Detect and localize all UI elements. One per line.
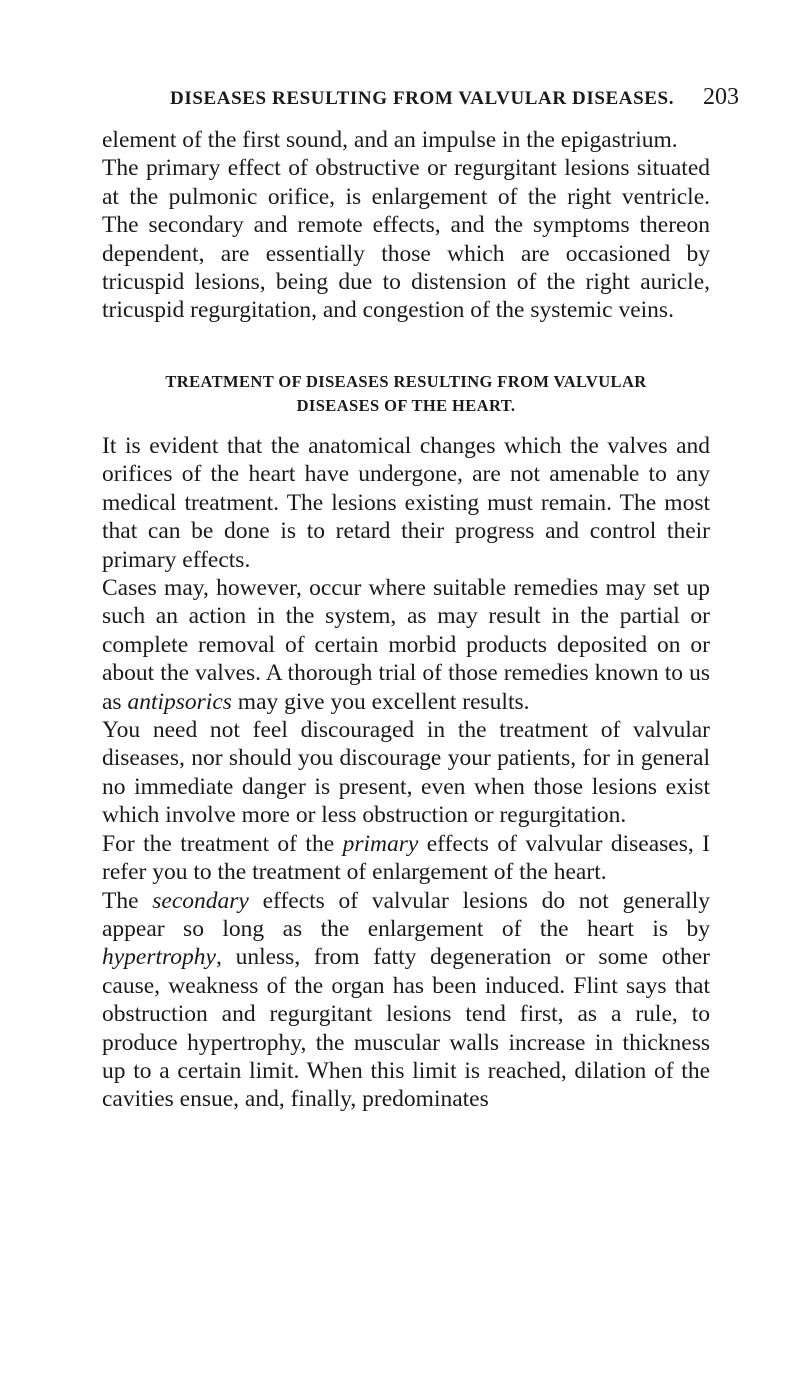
italic-term: secondary xyxy=(152,887,249,914)
italic-term: antipsorics xyxy=(127,688,232,715)
paragraph xyxy=(102,574,710,716)
page-number: 203 xyxy=(703,84,739,110)
running-head xyxy=(170,88,690,110)
text-run: may give you excellent results. xyxy=(231,688,530,715)
paragraph: It is evident that the anatomical changes which the valves and orifices of the heart have undergone, are not amenable to any medical treatment. The lesions existing must remain. The most that can be done is to retard their progress and control their primary effects. xyxy=(102,433,710,573)
text-run: The xyxy=(102,887,153,914)
paragraph xyxy=(102,830,710,887)
paragraph: element of the first sound, and an impulse in the epigastrium. xyxy=(102,127,678,153)
opening-text xyxy=(102,126,710,325)
italic-term: primary xyxy=(342,830,419,857)
paragraph: You need not feel discouraged in the treatment of valvular diseases, nor should you discourage your patients, for in general no immediate danger is present, even when those lesions exist which involve more or less obstruction or regurgitation. xyxy=(102,717,710,829)
italic-term: hypertrophy xyxy=(102,944,216,971)
text-run: effects of valvular diseases, I refer you to the treatment of enlargement of the heart. xyxy=(102,830,710,886)
section-heading-line: DISEASES OF THE HEART. xyxy=(296,396,516,415)
text-run: For the treatment of the xyxy=(102,830,343,857)
running-head-title: DISEASES RESULTING FROM VALVULAR DISEASES. xyxy=(170,88,675,109)
section-heading xyxy=(102,370,710,418)
text-run: Cases may, however, occur where suitable remedies may set up such an action in the system, as may result in the partial or complete removal of certain morbid products deposited on or about the valves. A thorough trial of those remedies known to us as xyxy=(102,575,710,715)
text-run: effects of valvular lesions do not generally appear so long as the enlargement of the heart is by xyxy=(102,887,710,942)
text-run: , unless, from fatty degeneration or some other cause, weakness of the organ has been induced. Flint says that obstruction and regurgitant lesions tend first, as a rule, to produce hypertrophy, the muscular walls increase in thickness up to a certain limit. When this limit is reached, dilation of the cavities ensue, and, finally, predominates xyxy=(102,944,710,1113)
paragraph: The primary effect of obstructive or regurgitant lesions situated at the pulmonic orifice, is enlargement of the right ventricle. The secondary and remote effects, and the symptoms thereon dependent, are essentially those which are occasioned by tricuspid lesions, being due to distension of the right auricle, tricuspid regurgitation, and congestion of the systemic veins. xyxy=(102,155,710,324)
treatment-text xyxy=(102,432,710,1114)
section-heading-line: TREATMENT OF DISEASES RESULTING FROM VALVULAR xyxy=(165,372,647,391)
paragraph xyxy=(102,887,710,1114)
